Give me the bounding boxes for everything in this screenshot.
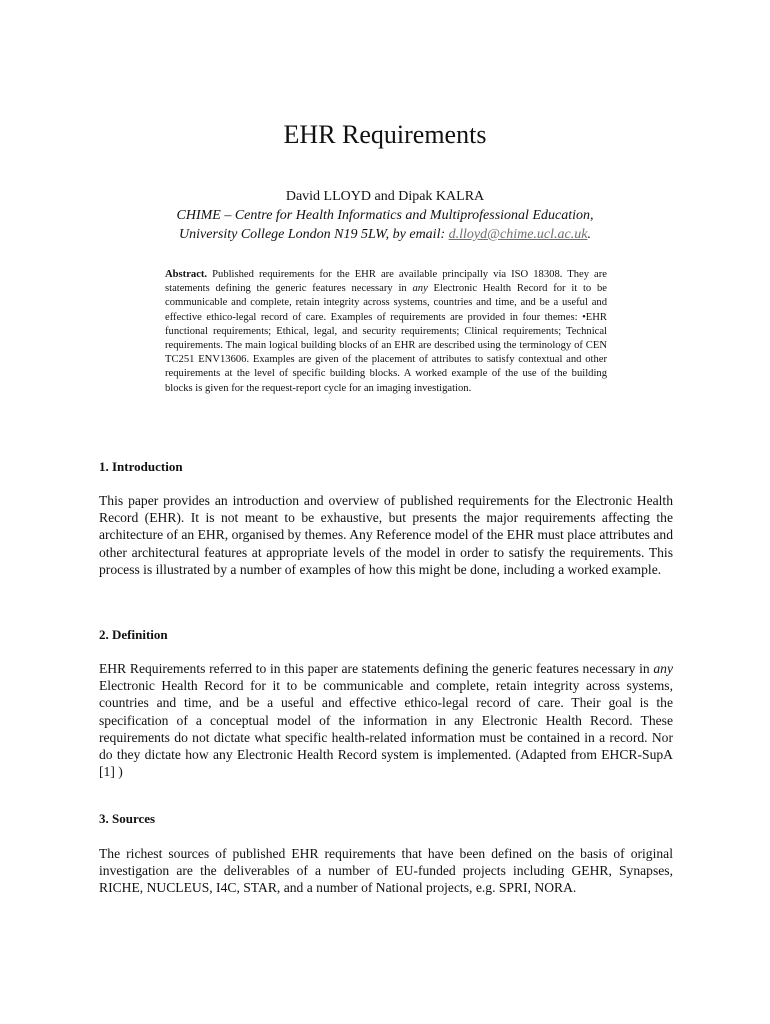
- definition-emphasis: any: [653, 661, 673, 676]
- abstract-paragraph: [165, 268, 607, 396]
- paper-authors: David LLOYD and Dipak KALRA: [285, 189, 485, 204]
- definition-text-2: Electronic Health Record for it to be communicable and complete, retain integrity across systems, countries and time, and be a useful and effective ethico-legal record of care. Their goal is the specification of a conceptual model of the information in any Electronic Health Record. These requirements do not dictate what specific health-related information must be contained in a record. Nor do they dictate how any Electronic Health Record system is implemented. (Adapted from EHCR-SupA [1] ): [99, 678, 673, 780]
- affiliation-line-1: CHIME – Centre for Health Informatics and Multiprofessional Education,: [176, 208, 594, 223]
- section-heading-introduction: 1. Introduction: [99, 459, 183, 474]
- paper-title: EHR Requirements: [283, 120, 487, 149]
- section-heading-definition: 2. Definition: [99, 627, 168, 642]
- email-link[interactable]: d.lloyd@chime.ucl.ac.uk: [448, 227, 588, 242]
- affiliation-line-2: [0, 225, 770, 244]
- abstract-emphasis: any: [412, 283, 428, 295]
- abstract-text-1: Published requirements for the EHR are available principally via ISO 18308. They are statements defining the generic features necessary in: [165, 269, 607, 295]
- abstract-label: Abstract.: [165, 269, 208, 280]
- abstract-text-2: Electronic Health Record for it to be communicable and complete, retain integrity across systems, countries and time, and be a useful and effective ethico-legal record of care. Examples of requirements are provided in four themes: •EHR functional requirements; Ethical, legal, and security requirements; Clinical requirements; Technical requirements. The main logical building blocks of an EHR are described using the terminology of CEN TC251 ENV13606. Examples are given of the placement of attributes to satisfy contextual and other requirements at the level of specific building blocks. A worked example of the use of the building blocks is given for the request-report cycle for an imaging investigation.: [165, 283, 607, 394]
- definition-text-1: EHR Requirements referred to in this paper are statements defining the generic features necessary in: [99, 661, 654, 676]
- section-body-introduction: This paper provides an introduction and overview of published requirements for the Electronic Health Record (EHR). It is not meant to be exhaustive, but presents the major requirements affecting the architecture of an EHR, organised by themes. Any Reference model of the EHR must place attributes and other architectural features at appropriate levels of the model in order to satisfy the requirements. This process is illustrated by a number of examples of how this might be done, including a worked example.: [99, 493, 673, 577]
- affiliation-end-period: .: [587, 227, 591, 242]
- section-heading-sources: 3. Sources: [99, 811, 156, 826]
- section-body-sources: The richest sources of published EHR requirements that have been defined on the basis of original investigation are the deliverables of a number of EU-funded projects including GEHR, Synapses, RICHE, NUCLEUS, I4C, STAR, and a number of National projects, e.g. SPRI, NORA.: [99, 846, 673, 896]
- section-body-definition: [99, 660, 673, 780]
- affiliation-address: University College London N19 5LW, by email:: [179, 227, 449, 242]
- paper-affiliation: [0, 206, 770, 244]
